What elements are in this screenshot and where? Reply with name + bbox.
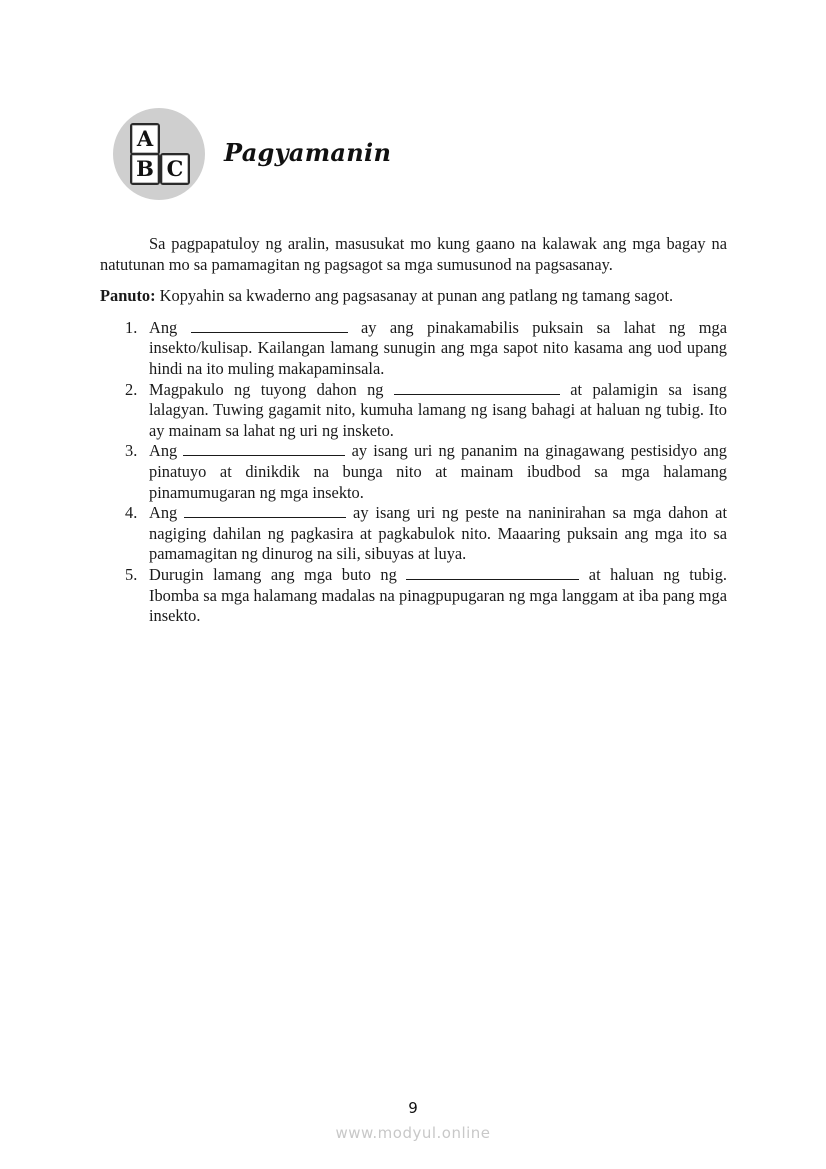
- answer-blank[interactable]: [184, 503, 346, 518]
- answer-blank[interactable]: [183, 441, 345, 456]
- item-number: 5.: [125, 564, 138, 584]
- item-text-before: Durugin lamang ang mga buto ng: [149, 564, 407, 584]
- item-number: 4.: [125, 503, 138, 523]
- item-number: 3.: [125, 441, 138, 461]
- abc-blocks-icon: [113, 108, 205, 200]
- document-body: [100, 234, 727, 627]
- exercise-list: [100, 318, 727, 627]
- watermark: www.modyul.online: [335, 1124, 491, 1142]
- section-title: Pagyamanin: [224, 138, 392, 167]
- item-text-after: at palamigin sa isang lalagyan. Tuwing gagamit nito, kumuha lamang ng isang bahagi at haluan ng tubig. Ito ay mainam sa lahat ng uri ng insketo.: [149, 379, 727, 440]
- answer-blank[interactable]: [191, 318, 348, 333]
- exercise-item: [100, 503, 727, 565]
- block-b: B: [130, 153, 160, 185]
- item-number: 1.: [125, 317, 138, 337]
- instructions: [100, 286, 727, 307]
- item-text-after: at haluan ng tubig. Ibomba sa mga halamang madalas na pinagpupugaran ng mga langgam at iba pang mga insekto.: [149, 564, 728, 626]
- item-text-after: ay ang pinakamabilis puksain sa lahat ng mga insekto/kulisap. Kailangan lamang sunugin ang mga sapot nito kasama ang uod upang hindi na ito muling makapaminsala.: [149, 317, 727, 378]
- item-text-before: Magpakulo ng tuyong dahon ng: [149, 379, 394, 399]
- exercise-item: [100, 380, 727, 442]
- block-c: C: [160, 153, 190, 185]
- instructions-text: Kopyahin sa kwaderno ang pagsasanay at punan ang patlang ng tamang sagot.: [159, 286, 674, 306]
- block-a: A: [130, 123, 160, 155]
- item-text-after: ay isang uri ng peste na naninirahan sa mga dahon at nagiging dahilan ng pagkasira at pagkabulok nito. Maaaring puksain ang mga ito sa pamamagitan ng dinurog na sili, sibuyas at luya.: [149, 503, 728, 564]
- item-number: 2.: [125, 379, 138, 399]
- exercise-item: [100, 318, 727, 380]
- instructions-label: Panuto:: [100, 286, 156, 306]
- item-text-before: Ang: [149, 441, 184, 461]
- item-text-before: Ang: [149, 503, 185, 523]
- answer-blank[interactable]: [406, 565, 579, 580]
- exercise-item: [100, 441, 727, 503]
- exercise-item: [100, 565, 727, 627]
- item-text-after: ay isang uri ng pananim na ginagawang pestisidyo ang pinatuyo at dinikdik na bunga nito at mainam ibudbod sa mga halamang pinamumugaran ng mga insekto.: [149, 441, 727, 502]
- page-number: 9: [408, 1099, 418, 1117]
- item-text-before: Ang: [149, 317, 191, 337]
- intro-paragraph: Sa pagpapatuloy ng aralin, masusukat mo kung gaano na kalawak ang mga bagay na natutunan mo sa pamamagitan ng pagsagot sa mga sumusunod na pagsasanay.: [100, 234, 727, 274]
- answer-blank[interactable]: [394, 380, 560, 395]
